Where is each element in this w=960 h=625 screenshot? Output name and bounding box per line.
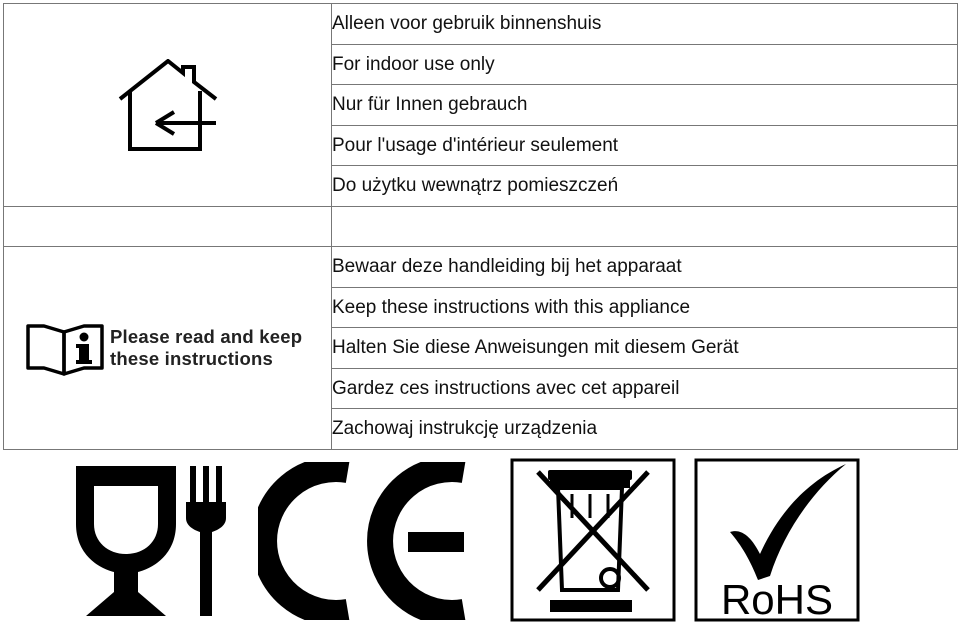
- instructions-line: Halten Sie diese Anweisungen mit diesem Gerät: [332, 328, 958, 369]
- symbols-table: [3, 3, 958, 450]
- instructions-line: Bewaar deze handleiding bij het apparaat: [332, 247, 958, 288]
- instructions-line: Keep these instructions with this appliance: [332, 287, 958, 328]
- indoor-line: Nur für Innen gebrauch: [332, 85, 958, 126]
- instructions-line: Gardez ces instructions avec cet appareil: [332, 368, 958, 409]
- food-safe-glass-fork-icon: [70, 462, 230, 620]
- indoor-line: For indoor use only: [332, 44, 958, 85]
- empty-cell: [4, 206, 332, 247]
- spacer-row: [4, 206, 958, 247]
- indoor-line: Do użytku wewnątrz pomieszczeń: [332, 166, 958, 207]
- indoor-icon-cell: [4, 4, 332, 207]
- instructions-icon-cell: [4, 247, 332, 450]
- instruction-booklet-icon: [26, 320, 104, 376]
- booklet-caption: [110, 326, 302, 370]
- ce-mark-icon: [258, 462, 498, 620]
- instructions-line: Zachowaj instrukcję urządzenia: [332, 409, 958, 450]
- rohs-label: RoHS: [720, 576, 834, 623]
- indoor-house-icon: [116, 59, 220, 151]
- rohs-check-icon: [694, 458, 860, 624]
- indoor-line: Alleen voor gebruik binnenshuis: [332, 4, 958, 45]
- booklet-caption-line: these instructions: [110, 347, 273, 369]
- indoor-line: Pour l'usage d'intérieur seulement: [332, 125, 958, 166]
- empty-cell: [332, 206, 958, 247]
- crossed-out-wheelie-bin-icon: [510, 458, 676, 624]
- booklet-caption-line: Please read and keep: [110, 325, 303, 347]
